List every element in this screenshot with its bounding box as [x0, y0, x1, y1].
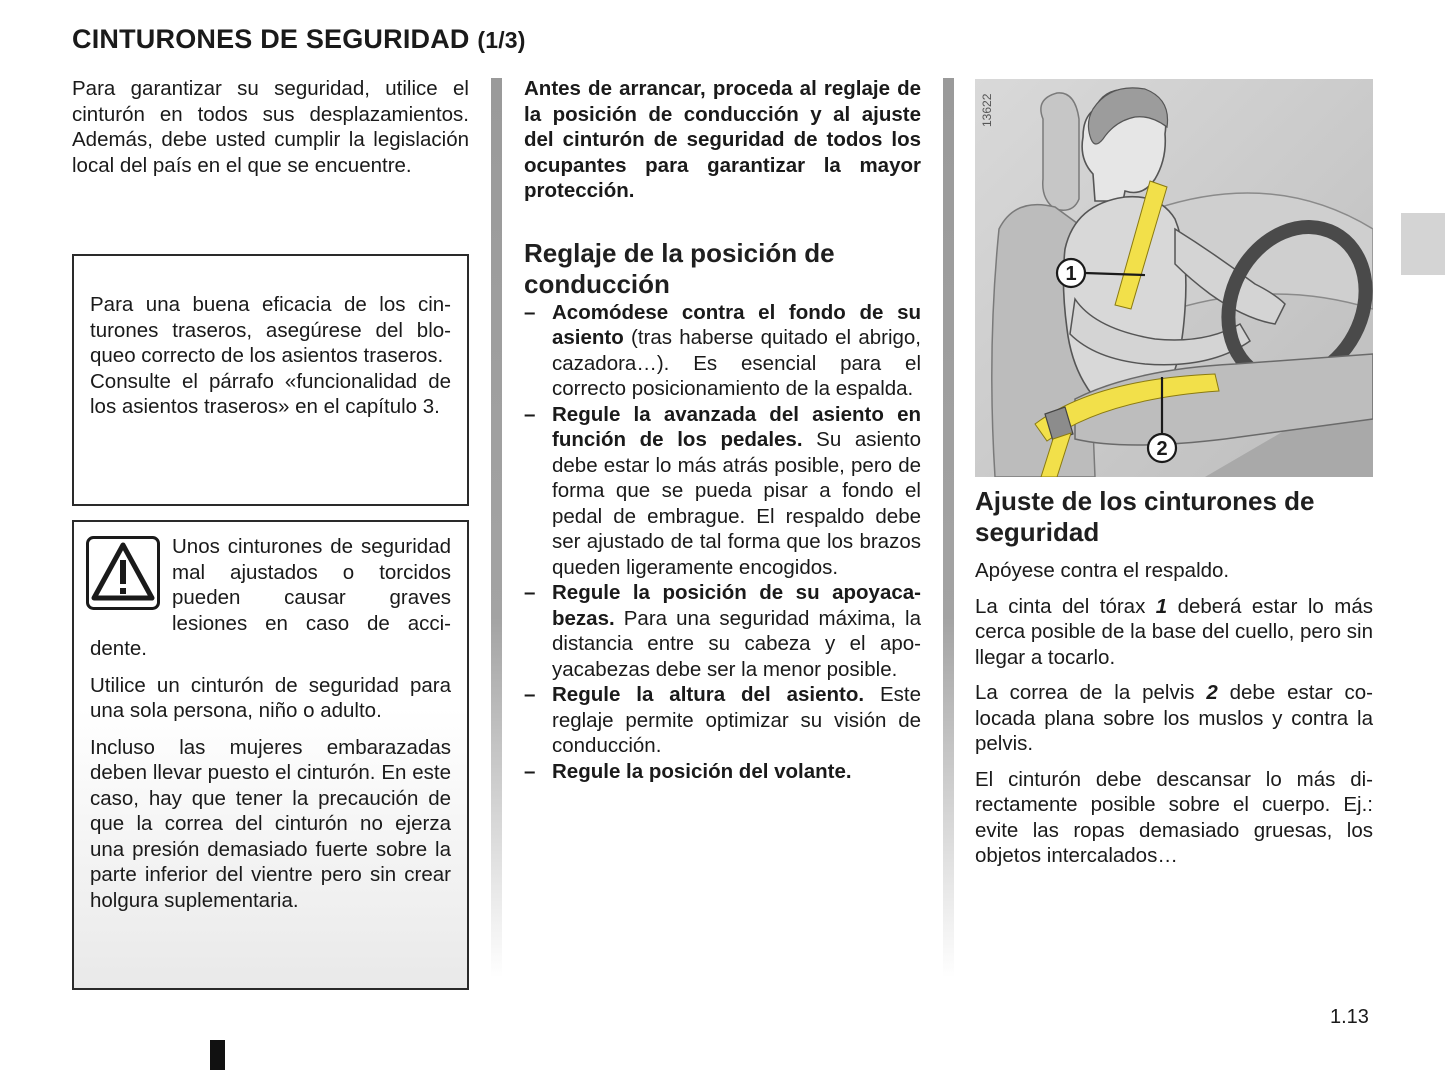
bottom-marker [210, 1040, 225, 1070]
note-paragraph-1: Para una buena eficacia de los cinturones traseros, asegúrese del bloqueo correcto de los asientos traseros. [90, 293, 451, 367]
column-divider-2 [943, 78, 954, 978]
list-item: – Regule la avanzada del asiento en función de los pedales. Su asiento debe estar lo más atrás posible, pero de forma que se pueda pisar a fondo el pedal de embrague. El respaldo debe ser ajustado de tal forma que los brazos queden ligeramente encogidos. [524, 402, 921, 581]
intro-bold-paragraph: Antes de arrancar, proceda al reglaje de la posición de conducción y al ajuste del cinturón de seguridad de todos los ocupantes para garantizar la mayor protección. [524, 77, 921, 202]
list-item: – Regule la posición de su apoyacabezas. Para una seguridad máxima, la distancia entre su cabeza y el apoyacabezas debe ser la menor posible. [524, 580, 921, 682]
belt-paragraph-2: La cinta del tórax 1 deberá estar lo más cerca posible de la base del cuello, pero sin llegar a tocarlo. [975, 594, 1373, 669]
adjustment-list [524, 300, 921, 785]
list-item: – Acomódese contra el fondo de su asiento (tras haberse quitado el abrigo, cazadora…). Es esencial para el correcto posicionamiento de la espalda. [524, 300, 921, 402]
list-item: – Regule la altura del asiento. Este reglaje permite optimizar su visión de conducción. [524, 682, 921, 759]
warning-paragraph-3: Incluso las mujeres embarazadas deben llevar puesto el cinturón. En este caso, hay que tener la precaución de que la correa del cinturón no ejerza una presión demasiado fuerte sobre la parte inferior del vientre pero sin crear holgura suplementaria. [90, 735, 451, 912]
note-paragraph-2: Consulte el párrafo «funcionalidad de los asientos traseros» en el capítulo 3. [90, 369, 451, 418]
intro-paragraph: Para garantizar su seguridad, utilice el cinturón en todos sus desplazamientos. Además, debe usted cumplir la legislación local del país en el que se encuentre. [72, 77, 469, 177]
belt-paragraph-1: Apóyese contra el respaldo. [975, 559, 1230, 582]
warning-box [72, 520, 469, 990]
seatbelt-illustration [975, 79, 1373, 477]
figure-label-2: 2 [1156, 438, 1168, 460]
column-divider-1 [491, 78, 502, 978]
page-number: 1.13 [1330, 1006, 1369, 1028]
belt-adjustment-heading: Ajuste de los cinturones de seguridad [975, 486, 1315, 547]
page-title [72, 24, 526, 55]
warning-paragraph-2: Utilice un cinturón de seguridad para una sola persona, niño o adulto. [90, 673, 451, 722]
chapter-side-tab [1401, 213, 1445, 275]
page-title-part: (1/3) [477, 27, 526, 53]
belt-paragraph-4: El cinturón debe descansar lo más directamente posible sobre el cuerpo. Ej.: evite las ropas demasiado gruesas, los objetos intercalados… [975, 767, 1373, 867]
column-middle [524, 76, 921, 784]
driving-position-heading: Reglaje de la posición de conducción [524, 237, 835, 299]
column-right [975, 486, 1373, 869]
figure-label-1: 1 [1065, 263, 1077, 285]
note-box [72, 254, 469, 506]
belt-paragraph-3: La correa de la pelvis 2 debe estar colocada plana sobre los muslos y contra la pelvis. [975, 681, 1373, 755]
warning-paragraph-1: Unos cinturones de seguridad mal ajustados o torcidos pueden causar graves lesiones en caso de accidente. [90, 535, 451, 660]
list-item: – Regule la posición del volante. [524, 759, 921, 785]
column-left [72, 76, 469, 178]
page-title-main: CINTURONES DE SEGURIDAD [72, 24, 470, 54]
warning-triangle-icon [86, 536, 160, 610]
figure-reference-number: 13622 [980, 93, 994, 127]
